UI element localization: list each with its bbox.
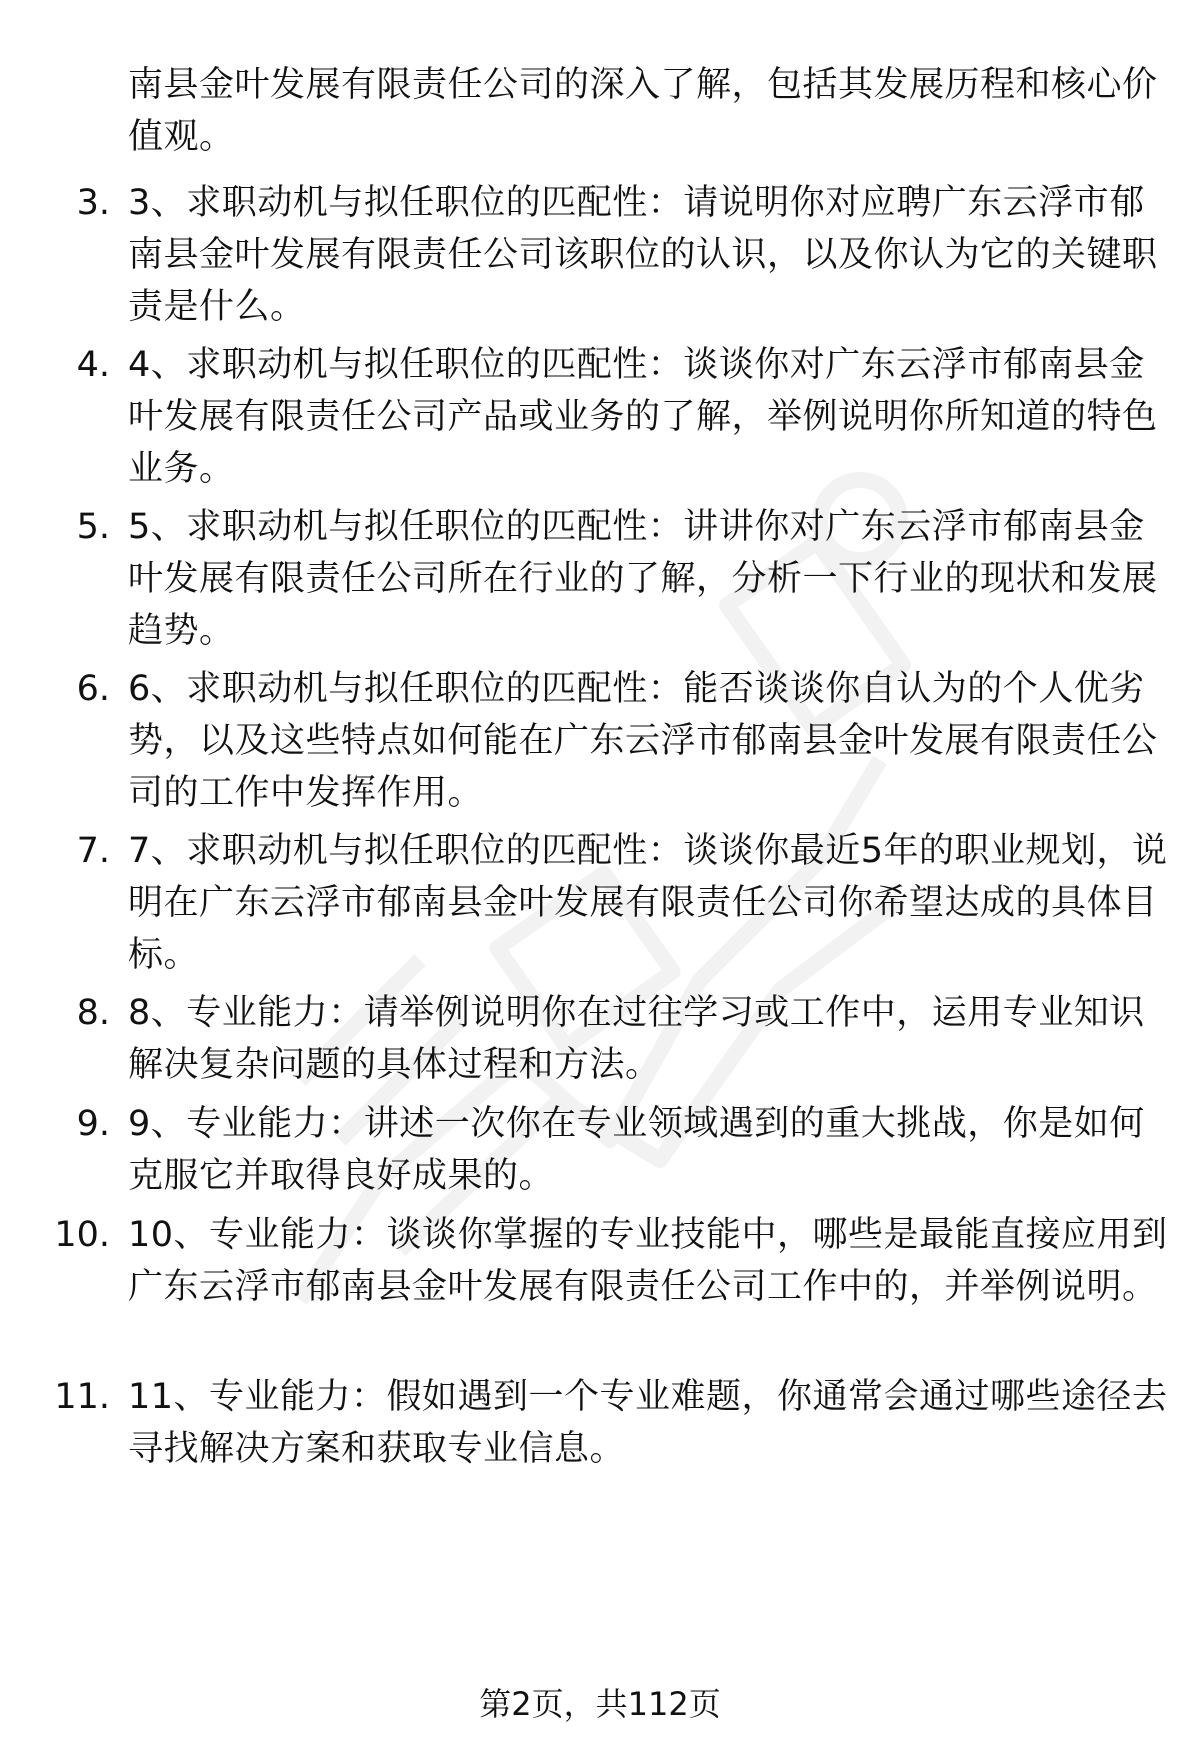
list-item-number: 7. (76, 831, 110, 871)
list-item-number: 9. (76, 1104, 110, 1144)
list-item-text: 11、专业能力：假如遇到一个专业难题，你通常会通过哪些途径去寻找解决方案和获取专业信息。 (128, 1377, 1168, 1469)
list-item-number: 3. (76, 183, 110, 223)
list-item-number: 11. (54, 1377, 110, 1417)
list-item-number: 6. (76, 669, 110, 709)
list-item-number: 5. (76, 507, 110, 547)
list-item-text: 9、专业能力：讲述一次你在专业领域遇到的重大挑战，你是如何克服它并取得良好成果的。 (128, 1104, 1145, 1196)
list-item-text: 4、求职动机与拟任职位的匹配性：谈谈你对广东云浮市郁南县金叶发展有限责任公司产品或业务的了解，举例说明你所知道的特色业务。 (128, 345, 1158, 489)
page-footer: 第2页，共112页 (479, 1685, 721, 1723)
list-item-number: 8. (76, 993, 110, 1033)
list-item-text: 6、求职动机与拟任职位的匹配性：能否谈谈你自认为的个人优劣势，以及这些特点如何能在广东云浮市郁南县金叶发展有限责任公司的工作中发挥作用。 (128, 669, 1158, 813)
list-item-text: 3、求职动机与拟任职位的匹配性：请说明你对应聘广东云浮市郁南县金叶发展有限责任公司该职位的认识，以及你认为它的关键职责是什么。 (128, 183, 1158, 327)
list-item-number: 10. (54, 1215, 110, 1255)
list-item-text: 5、求职动机与拟任职位的匹配性：讲讲你对广东云浮市郁南县金叶发展有限责任公司所在行业的了解，分析一下行业的现状和发展趋势。 (128, 507, 1158, 651)
list-item-number: 4. (76, 345, 110, 385)
list-item-text: 7、求职动机与拟任职位的匹配性：谈谈你最近5年的职业规划，说明在广东云浮市郁南县金叶发展有限责任公司你希望达成的具体目标。 (128, 831, 1168, 975)
list-item-text: 8、专业能力：请举例说明你在过往学习或工作中，运用专业知识解决复杂问题的具体过程和方法。 (128, 993, 1145, 1085)
continuation-paragraph: 南县金叶发展有限责任公司的深入了解，包括其发展历程和核心价值观。 (128, 65, 1158, 157)
list-item-text: 10、专业能力：谈谈你掌握的专业技能中，哪些是最能直接应用到广东云浮市郁南县金叶发展有限责任公司工作中的，并举例说明。 (128, 1215, 1168, 1307)
